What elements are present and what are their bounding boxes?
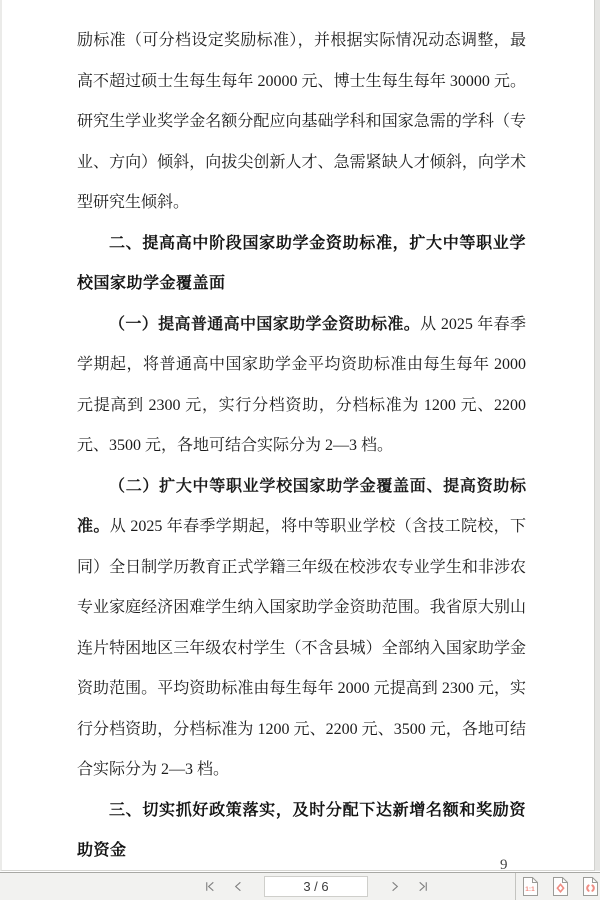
pager xyxy=(196,873,436,900)
text-run: 从 2025 年春季学期起，将普通高中国家助学金平均资助标准由每生每年 2000 元提高到 2300 元，实行分档资助，分档标准为 1200 元、2200 元、3500 元，各地可结合实际分为 2—3 档。 xyxy=(77,315,526,454)
text-run: （二）扩大中等职业学校国家助学金覆盖面、提高资助标准。 xyxy=(77,477,526,535)
first-page-icon xyxy=(203,879,218,894)
chevron-right-icon xyxy=(387,879,402,894)
document-paragraph xyxy=(77,467,526,791)
text-run: 从 2025 年春季学期起，将中等职业学校（含技工院校，下同）全日制学历教育正式学籍三年级在校涉农专业学生和非涉农专业家庭经济困难学生纳入国家助学金资助范围。我省原大别山连片特困地区三年级农村学生（不含县城）全部纳入国家助学金资助范围。平均资助标准由每生每年 2000 元提高到 2300 元，实行分档资助，分档标准为 1200 元、2200 元、3500 元，各地可结合实际分为 2—3 档。 xyxy=(77,518,526,778)
vertical-scrollbar[interactable] xyxy=(594,0,600,871)
toolbar-separator xyxy=(515,873,516,900)
fit-width-icon xyxy=(582,876,599,897)
document-paragraph xyxy=(77,21,526,224)
last-page-button[interactable] xyxy=(408,875,436,899)
zoom-controls xyxy=(522,873,599,900)
bottom-toolbar xyxy=(0,872,600,900)
page-indicator[interactable]: 3 / 6 xyxy=(264,876,368,897)
svg-text:1:1: 1:1 xyxy=(525,886,535,893)
previous-page-button[interactable] xyxy=(224,875,252,899)
text-run: 二、提高高中阶段国家助学金资助标准，扩大中等职业学校国家助学金覆盖面 xyxy=(77,234,526,292)
document-paragraph xyxy=(77,305,526,467)
actual-size-1-1-icon xyxy=(522,876,539,897)
text-run: 三、切实抓好政策落实，及时分配下达新增名额和奖励资助资金 xyxy=(77,801,526,859)
text-run: 励标准（可分档设定奖励标准），并根据实际情况动态调整，最高不超过硕士生每生每年 20000 元、博士生每生每年 30000 元。研究生学业奖学金名额分配应向基础学科和国家急需的学科（专业、方向）倾斜，向拔尖创新人才、急需紧缺人才倾斜，向学术型研究生倾斜。 xyxy=(77,32,526,211)
next-page-button[interactable] xyxy=(380,875,408,899)
document-heading xyxy=(77,224,526,305)
actual-size-button[interactable] xyxy=(522,876,539,897)
document-text xyxy=(77,21,526,871)
first-page-button[interactable] xyxy=(196,875,224,899)
fit-width-button[interactable] xyxy=(582,876,599,897)
document-heading xyxy=(77,791,526,872)
document-page-number: 9 xyxy=(500,857,508,871)
fit-page-button[interactable] xyxy=(552,876,569,897)
chevron-left-icon xyxy=(231,879,246,894)
fit-page-icon xyxy=(552,876,569,897)
last-page-icon xyxy=(415,879,430,894)
text-run: （一）提高普通高中国家助学金资助标准。 xyxy=(109,315,421,333)
